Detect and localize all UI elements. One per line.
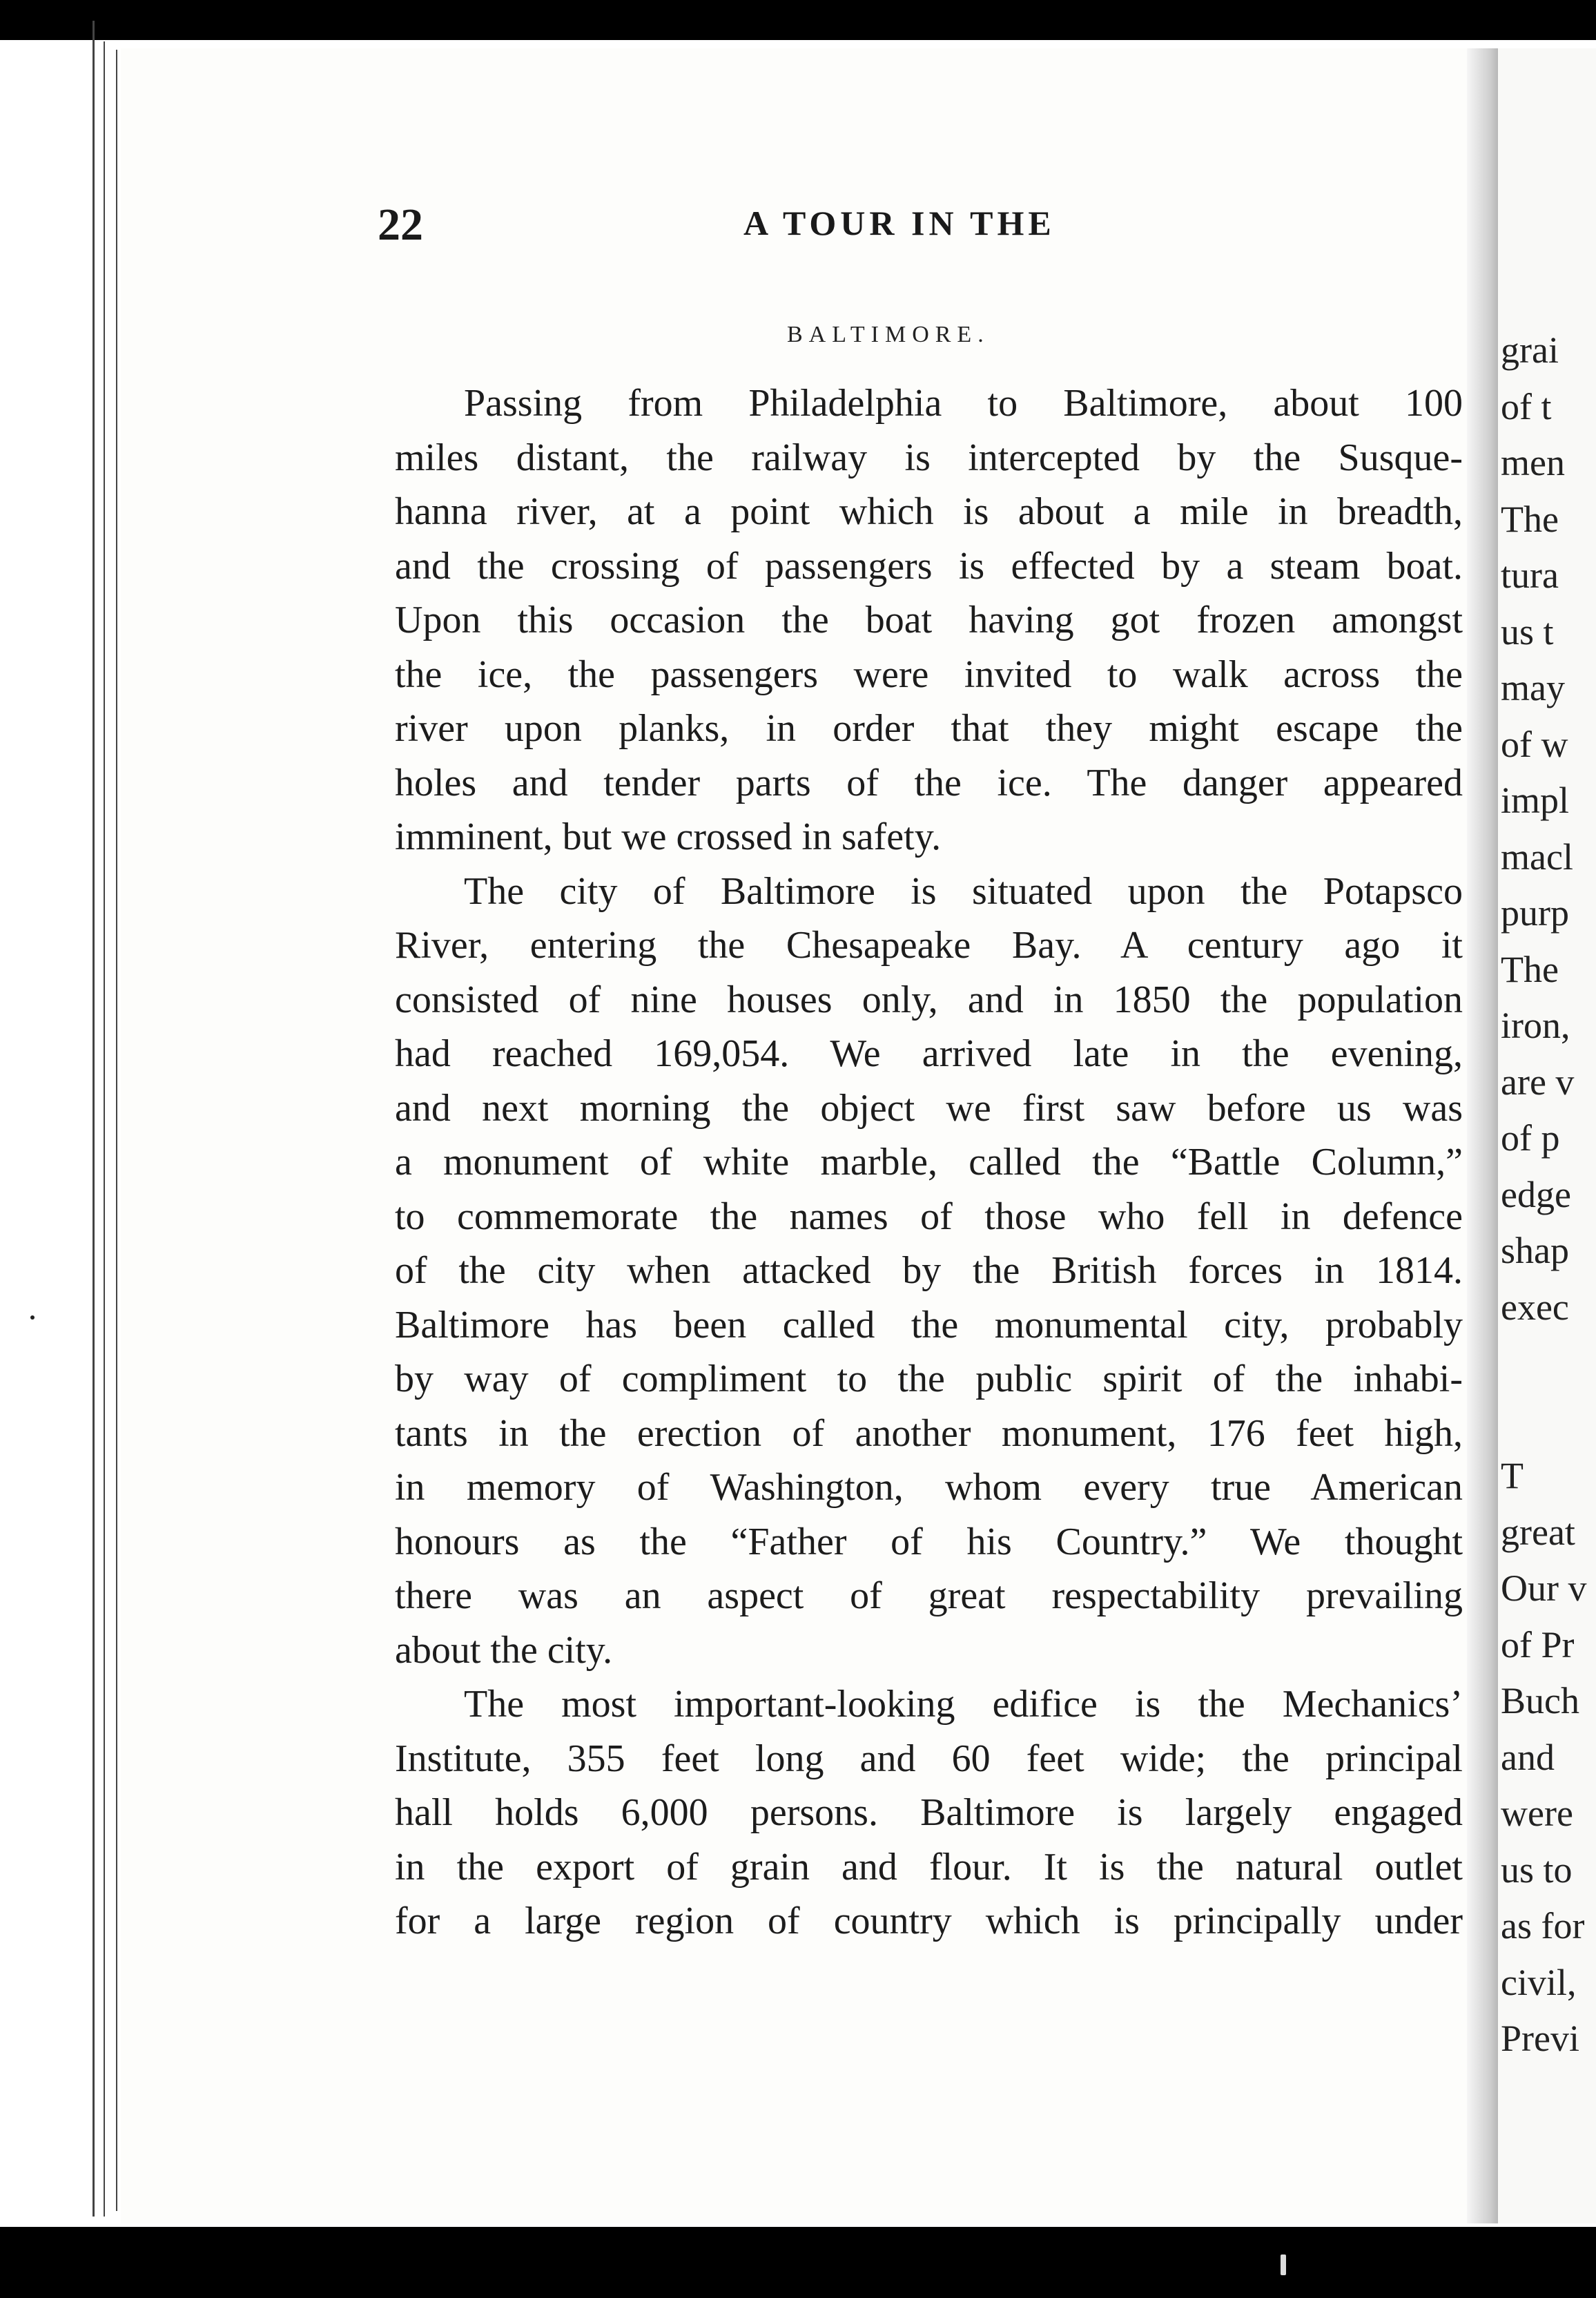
text-line: by way of compliment to the public spirit of the inhabi- bbox=[395, 1358, 1463, 1400]
facing-page-line: shap bbox=[1501, 1230, 1569, 1271]
text-line: The most important-looking edifice is the Mechanics’ bbox=[464, 1683, 1463, 1726]
text-line: The city of Baltimore is situated upon the Potapsco bbox=[464, 869, 1463, 913]
body-text bbox=[395, 376, 1463, 1949]
facing-page-line: Our v bbox=[1501, 1567, 1587, 1609]
text-line: holes and tender parts of the ice. The danger appeared bbox=[395, 761, 1463, 804]
text-line: miles distant, the railway is intercepted by the Susque- bbox=[395, 436, 1463, 479]
facing-page-line: iron, bbox=[1501, 1005, 1570, 1046]
facing-page-line: civil, bbox=[1501, 1961, 1577, 2003]
facing-page-line: us to bbox=[1501, 1848, 1573, 1891]
facing-page-line: grai bbox=[1501, 329, 1559, 371]
text-line: of the city when attacked by the British forces in 1814. bbox=[395, 1249, 1463, 1292]
text-line: and next morning the object we first saw before us was bbox=[395, 1086, 1463, 1130]
facing-page-line: The bbox=[1501, 948, 1559, 990]
text-line: about the city. bbox=[395, 1628, 613, 1672]
scan-border-bottom bbox=[0, 2227, 1596, 2298]
facing-page-line: The bbox=[1501, 498, 1559, 540]
facing-page-line: us t bbox=[1501, 610, 1554, 653]
facing-page-line: edge bbox=[1501, 1173, 1571, 1215]
facing-page-line: macl bbox=[1501, 836, 1573, 878]
facing-page-line: great bbox=[1501, 1511, 1575, 1553]
page-edge-line bbox=[93, 21, 95, 2217]
text-line: honours as the “Father of his Country.” We thought bbox=[395, 1520, 1463, 1563]
facing-page-line: tura bbox=[1501, 554, 1559, 596]
text-line: Upon this occasion the boat having got frozen amongst bbox=[395, 599, 1463, 641]
facing-page-line: Previ bbox=[1501, 2018, 1579, 2059]
text-line: had reached 169,054. We arrived late in the evening, bbox=[395, 1032, 1463, 1075]
text-line: in the export of grain and flour. It is the natural outlet bbox=[395, 1845, 1463, 1889]
page-header bbox=[378, 199, 1454, 250]
text-line: the ice, the passengers were invited to walk across the bbox=[395, 653, 1463, 696]
facing-page-line: impl bbox=[1501, 780, 1570, 821]
scan-border-top bbox=[0, 0, 1596, 40]
facing-page-line: of w bbox=[1501, 723, 1568, 765]
text-line: river upon planks, in order that they might escape the bbox=[395, 707, 1463, 750]
facing-page-fragment bbox=[1498, 48, 1596, 2223]
text-line: tants in the erection of another monument, 176 feet high, bbox=[395, 1411, 1463, 1455]
facing-page-line: men bbox=[1501, 442, 1565, 483]
running-head: A TOUR IN THE bbox=[743, 204, 1055, 242]
page-number: 22 bbox=[378, 200, 423, 250]
text-line: and the crossing of passengers is effected by a steam boat. bbox=[395, 544, 1463, 588]
text-line: there was an aspect of great respectability prevailing bbox=[395, 1574, 1463, 1617]
text-line: consisted of nine houses only, and in 1850 the population bbox=[395, 978, 1463, 1021]
page-edge-line bbox=[116, 50, 117, 2211]
text-line: River, entering the Chesapeake Bay. A century ago it bbox=[395, 924, 1463, 967]
text-line: for a large region of country which is principally under bbox=[395, 1900, 1463, 1942]
scan-speck bbox=[30, 1315, 35, 1320]
text-line: Institute, 355 feet long and 60 feet wide; the principal bbox=[395, 1737, 1463, 1780]
facing-page-line: and bbox=[1501, 1736, 1555, 1778]
text-line: imminent, but we crossed in safety. bbox=[395, 815, 942, 858]
section-title: BALTIMORE. bbox=[787, 322, 990, 347]
text-line: Passing from Philadelphia to Baltimore, about 100 bbox=[464, 382, 1463, 425]
text-line: Baltimore has been called the monumental city, probably bbox=[395, 1303, 1463, 1346]
page-edge-line bbox=[104, 41, 105, 2217]
text-line: hanna river, at a point which is about a mile in breadth, bbox=[395, 490, 1463, 533]
text-line: in memory of Washington, whom every true American bbox=[395, 1466, 1463, 1509]
text-line: a monument of white marble, called the “Battle Column,” bbox=[395, 1141, 1463, 1184]
facing-page-line: may bbox=[1501, 667, 1565, 708]
facing-page-line: of p bbox=[1501, 1117, 1560, 1159]
text-line: to commemorate the names of those who fell in defence bbox=[395, 1195, 1463, 1238]
facing-page-line: were bbox=[1501, 1793, 1573, 1834]
facing-page-line: of Pr bbox=[1501, 1623, 1575, 1665]
text-line: hall holds 6,000 persons. Baltimore is largely engaged bbox=[395, 1791, 1463, 1834]
facing-page-line: of t bbox=[1501, 385, 1552, 427]
facing-page-line: Buch bbox=[1501, 1680, 1579, 1721]
facing-page-line: T bbox=[1501, 1455, 1524, 1496]
scan-speck bbox=[1281, 2254, 1286, 2275]
facing-page-line: as for bbox=[1501, 1905, 1585, 1947]
facing-page-line: purp bbox=[1501, 892, 1569, 934]
facing-page-line: are v bbox=[1501, 1061, 1575, 1103]
facing-page-line: exec bbox=[1501, 1286, 1569, 1328]
